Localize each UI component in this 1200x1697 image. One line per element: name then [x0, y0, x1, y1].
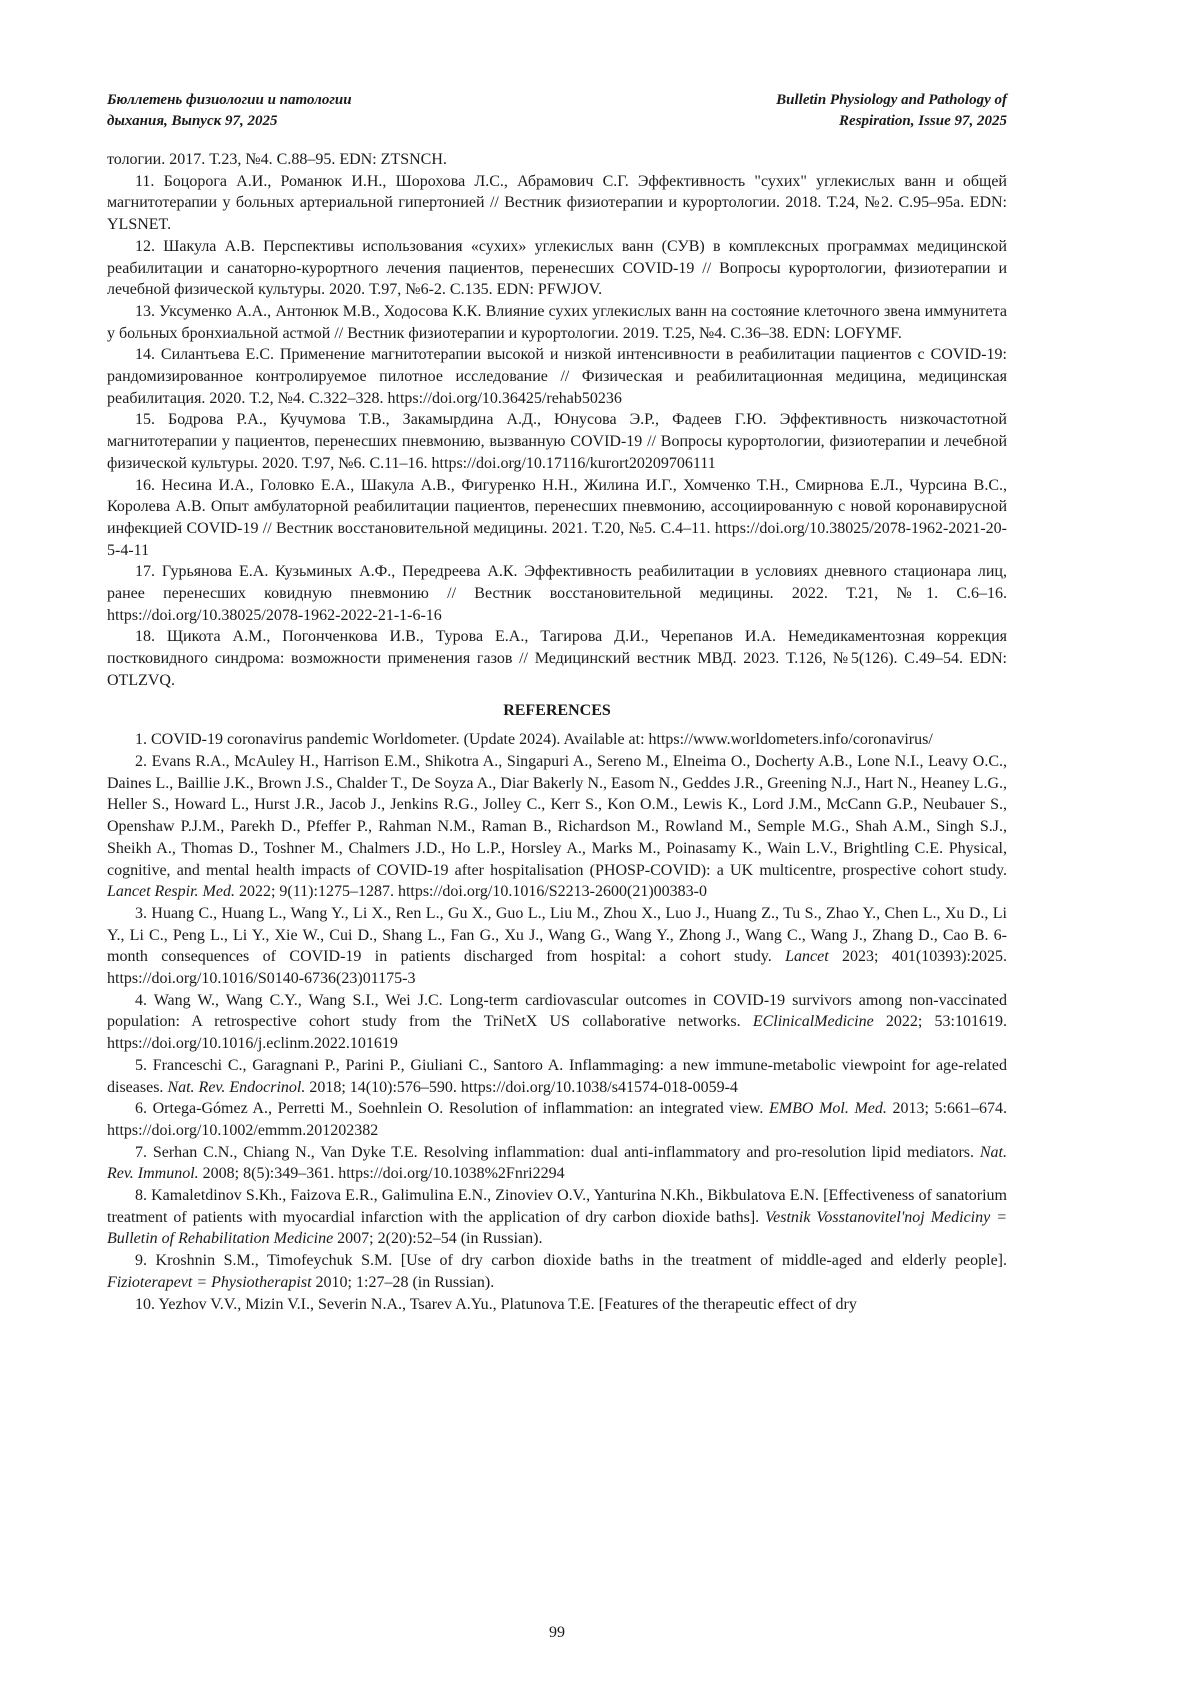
- page-footer: [107, 1622, 1007, 1643]
- english-reference-10: 10. Yezhov V.V., Mizin V.I., Severin N.A., Tsarev A.Yu., Platunova T.E. [Features of the therapeutic effect of dry: [135, 1295, 857, 1313]
- english-reference-9: 9. Kroshnin S.M., Timofeychuk S.M. [Use of dry carbon dioxide baths in the treatment of middle-aged and elderly people]. Fizioterapevt = Physiotherapist 2010; 1:27–28 (in Russian).: [107, 1252, 1007, 1291]
- english-reference-1: 1. COVID-19 coronavirus pandemic Worldometer. (Update 2024). Available at: https://www.worldometers.info/coronavirus/: [135, 731, 933, 749]
- references-body: [107, 149, 1007, 1315]
- russian-reference-15: 15. Бодрова Р.А., Кучумова Т.В., Закамырдина А.Д., Юнусова Э.Р., Фадеев Г.Ю. Эффективность низкочастотной магнитотерапии у пациентов, перенесших пневмонию, вызванную COVID-19 // Вопросы курортологии, физиотерапии и лечебной физической культуры. 2020. Т.97, №6. С.11–16. https://doi.org/10.17116/kurort20209706111: [107, 411, 1007, 472]
- journal-title-english-line2: Respiration, Issue 97, 2025: [839, 113, 1007, 129]
- reference-continuation: тологии. 2017. Т.23, №4. С.88–95. EDN: ZTSNCH.: [107, 151, 447, 168]
- russian-reference-13: 13. Уксуменко А.А., Антонюк М.В., Ходосова К.К. Влияние сухих углекислых ванн на состояние клеточного звена иммунитета у больных бронхиальной астмой // Вестник физиотерапии и курортологии. 2019. Т.25, №4. С.36–38. EDN: LOFYMF.: [107, 302, 1007, 342]
- russian-reference-17: 17. Гурьянова Е.А. Кузьминых А.Ф., Передреева А.К. Эффективность реабилитации в условиях дневного стационара лиц, ранее перенесших ковидную пневмонию // Вестник восстановительной медицины. 2022. Т.21, №1. С.6–16. https://doi.org/10.38025/2078-1962-2022-21-1-6-16: [107, 563, 1007, 624]
- journal-title-english-line1: Bulletin Physiology and Pathology of: [776, 92, 1007, 108]
- russian-reference-12: 12. Шакула А.В. Перспективы использования «сухих» углекислых ванн (СУВ) в комплексных программах медицинской реабилитации и санаторно-курортного лечения пациентов, перенесших COVID-19 // Вопросы курортологии, физиотерапии и лечебной физической культуры. 2020. Т.97, №6-2. С.135. EDN: PFWJOV.: [107, 237, 1007, 299]
- english-reference-7: 7. Serhan C.N., Chiang N., Van Dyke T.E. Resolving inflammation: dual anti-inflammatory and pro-resolution lipid mediators. Nat. Rev. Immunol. 2008; 8(5):349–361. https://doi.org/10.1038%2Fnri2294: [107, 1143, 1007, 1183]
- english-reference-4: 4. Wang W., Wang C.Y., Wang S.I., Wei J.C. Long-term cardiovascular outcomes in COVID-19 survivors among non-vaccinated population: A retrospective cohort study from the TriNetX US collaborative networks. EClinicalMedicine 2022; 53:101619. https://doi.org/10.1016/j.eclinm.2022.101619: [107, 991, 1008, 1053]
- russian-reference-16: 16. Несина И.А., Головко Е.А., Шакула А.В., Фигуренко Н.Н., Жилина И.Г., Хомченко Т.Н., Смирнова Е.Л., Чурсина В.С., Королева А.В. Опыт амбулаторной реабилитации пациентов, перенесших пневмонию, ассоциированную с новой коронавирусной инфекцией COVID-19 // Вестник восстановительной медицины. 2021. Т.20, №5. С.4–11. https://doi.org/10.38025/2078-1962-2021-20-5-4-11: [107, 476, 1007, 559]
- russian-reference-18: 18. Щикота А.М., Погонченкова И.В., Турова Е.А., Тагирова Д.И., Черепанов И.А. Немедикаментозная коррекция постковидного синдрома: возможности применения газов // Медицинский вестник МВД. 2023. Т.126, №5(126). С.49–54. EDN: OTLZVQ.: [107, 628, 1007, 689]
- journal-title-russian: [107, 90, 352, 132]
- russian-reference-14: 14. Силантьева Е.С. Применение магнитотерапии высокой и низкой интенсивности в реабилитации пациентов с COVID-19: рандомизированное контролируемое пилотное исследование // Физическая и реабилитационная медицина, медицинская реабилитация. 2020. Т.2, №4. С.322–328. https://doi.org/10.36425/rehab50236: [107, 346, 1007, 407]
- english-reference-6: 6. Ortega-Gómez A., Perretti M., Soehnlein O. Resolution of inflammation: an integrated view. EMBO Mol. Med. 2013; 5:661–674. https://doi.org/10.1002/emmm.201202382: [107, 1100, 1008, 1139]
- journal-title-english: [776, 90, 1007, 132]
- english-reference-5: 5. Franceschi C., Garagnani P., Parini P., Giuliani C., Santoro A. Inflammaging: a new immune-metabolic viewpoint for age-related diseases. Nat. Rev. Endocrinol. 2018; 14(10):576–590. https://doi.org/10.1038/s41574-018-0059-4: [107, 1056, 1007, 1096]
- english-reference-8: 8. Kamaletdinov S.Kh., Faizova E.R., Galimulina E.N., Zinoviev O.V., Yanturina N.Kh., Bikbulatova E.N. [Effectiveness of sanatorium treatment of patients with myocardial infarction with the application of dry carbon dioxide baths]. Vestnik Vosstanovitel'noj Mediciny = Bulletin of Rehabilitation Medicine 2007; 2(20):52–54 (in Russian).: [107, 1187, 1007, 1248]
- page-number: 99: [549, 1624, 565, 1641]
- running-head: [107, 90, 1007, 132]
- journal-title-russian-line1: Бюллетень физиологии и патологии: [107, 92, 352, 108]
- russian-reference-11: 11. Боцорога А.И., Романюк И.Н., Шорохова Л.С., Абрамович С.Г. Эффективность "сухих" углекислых ванн и общей магнитотерапии у больных артериальной гипертонией // Вестник физиотерапии и курортологии. 2018. Т.24, №2. С.95–95а. EDN: YLSNET.: [107, 172, 1007, 234]
- english-reference-2: 2. Evans R.A., McAuley H., Harrison E.M., Shikotra A., Singapuri A., Sereno M., Elneima O., Docherty A.B., Lone N.I., Leavy O.C., Daines L., Baillie J.K., Brown J.S., Chalder T., De Soyza A., Diar Bakerly N., Easom N., Geddes J.R., Greening N.J., Hart N., Heaney L.G., Heller S., Howard L., Hurst J.R., Jacob J., Jenkins R.G., Jolley C., Kerr S., Kon O.M., Lewis K., Lord J.M., McCann G.P., Neubauer S., Openshaw P.J.M., Parekh D., Pfeffer P., Rahman N.M., Raman B., Richardson M., Rowland M., Semple M.G., Shah A.M., Singh S.J., Sheikh A., Thomas D., Toshner M., Chalmers J.D., Ho L.P., Horsley A., Marks M., Poinasamy K., Wain L.V., Brightling C.E. Physical, cognitive, and mental health impacts of COVID-19 after hospitalisation (PHOSP-COVID): a UK multicentre, prospective cohort study. Lancet Respir. Med. 2022; 9(11):1275–1287. https://doi.org/10.1016/S2213-2600(21)00383-0: [107, 752, 1007, 901]
- journal-title-russian-line2: дыхания, Выпуск 97, 2025: [107, 113, 278, 129]
- references-heading: REFERENCES: [503, 701, 611, 719]
- english-reference-3: 3. Huang C., Huang L., Wang Y., Li X., Ren L., Gu X., Guo L., Liu M., Zhou X., Luo J., Huang Z., Tu S., Zhao Y., Chen L., Xu D., Li Y., Li C., Peng L., Li Y., Xie W., Cui D., Shang L., Fan G., Xu J., Wang G., Wang Y., Zhong J., Wang C., Wang J., Zhang D., Cao B. 6-month consequences of COVID-19 in patients discharged from hospital: a cohort study. Lancet 2023; 401(10393):2025. https://doi.org/10.1016/S0140-6736(23)01175-3: [107, 904, 1007, 988]
